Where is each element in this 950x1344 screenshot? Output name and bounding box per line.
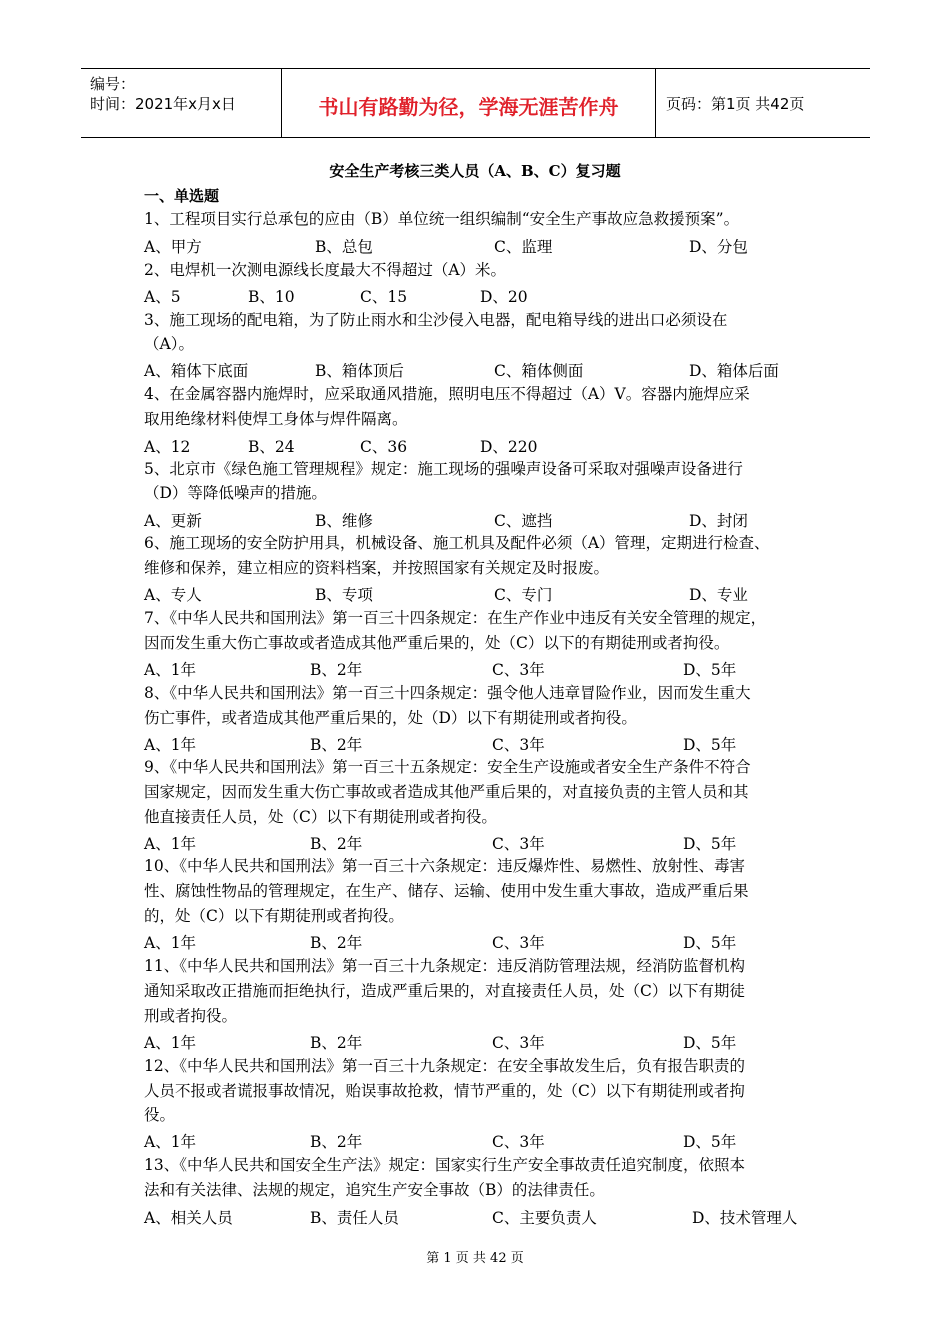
question-text-line: 9、《中华人民共和国刑法》第一百三十五条规定：安全生产设施或者安全生产条件不符合 [144, 758, 751, 776]
answer-option: A、专人 [144, 586, 202, 604]
question-text-line: 因而发生重大伤亡事故或者造成其他严重后果的，处（C）以下的有期徒刑或者拘役。 [144, 634, 730, 652]
answer-option: C、3年 [492, 835, 545, 853]
answer-option: C、3年 [492, 1133, 545, 1151]
question-text-line: 12、《中华人民共和国刑法》第一百三十九条规定：在安全事故发生后，负有报告职责的 [144, 1057, 745, 1075]
answer-option: A、1年 [144, 661, 197, 679]
question-text-line: 4、在金属容器内施焊时，应采取通风措施，照明电压不得超过（A）V。容器内施焊应采 [144, 385, 750, 403]
answer-option: C、3年 [492, 736, 545, 754]
answer-option: A、更新 [144, 512, 202, 530]
motto: 书山有路勤为径，学海无涯苦作舟 [318, 95, 619, 119]
question-text-line: 6、施工现场的安全防护用具，机械设备、施工机具及配件必须（A）管理，定期进行检查、 [144, 534, 770, 552]
page-header [81, 68, 870, 138]
answer-option: B、10 [248, 288, 295, 306]
answer-option: B、维修 [315, 512, 373, 530]
section-title: 一、单选题 [144, 187, 220, 205]
page-info: 页码：第1页 共42页 [666, 95, 805, 113]
answer-option: B、2年 [310, 835, 363, 853]
question-text-line: （A）。 [144, 335, 194, 353]
number-label: 编号： [90, 75, 136, 93]
answer-option: B、箱体顶后 [315, 362, 404, 380]
question-text-line: 役。 [144, 1106, 176, 1124]
answer-option: B、2年 [310, 1133, 363, 1151]
answer-option: A、甲方 [144, 238, 202, 256]
answer-option: C、箱体侧面 [494, 362, 584, 380]
answer-option: B、责任人员 [310, 1209, 399, 1227]
answer-option: D、技术管理人 [692, 1209, 798, 1227]
answer-option: D、5年 [683, 661, 737, 679]
answer-option: B、24 [248, 438, 295, 456]
answer-option: D、5年 [683, 934, 737, 952]
answer-option: D、箱体后面 [689, 362, 779, 380]
time-label: 时间：2021年x月x日 [90, 95, 236, 113]
question-text-line: 人员不报或者谎报事故情况，贻误事故抢救，情节严重的，处（C）以下有期徒刑或者拘 [144, 1082, 745, 1100]
answer-option: C、3年 [492, 1034, 545, 1052]
answer-option: C、3年 [492, 661, 545, 679]
answer-option: B、专项 [315, 586, 373, 604]
question-text-line: 11、《中华人民共和国刑法》第一百三十九条规定：违反消防管理法规，经消防监督机构 [144, 957, 745, 975]
header-info-cell [81, 69, 282, 137]
answer-option: A、1年 [144, 1133, 197, 1151]
question-text-line: 取用绝缘材料使焊工身体与焊件隔离。 [144, 410, 408, 428]
question-text-line: 维修和保养，建立相应的资料档案，并按照国家有关规定及时报废。 [144, 559, 610, 577]
question-text-line: 10、《中华人民共和国刑法》第一百三十六条规定：违反爆炸性、易燃性、放射性、毒害 [144, 857, 745, 875]
page-footer: 第 1 页 共 42 页 [426, 1251, 524, 1266]
answer-option: C、3年 [492, 934, 545, 952]
answer-option: C、主要负责人 [492, 1209, 597, 1227]
question-text-line: 的，处（C）以下有期徒刑或者拘役。 [144, 907, 404, 925]
answer-option: C、专门 [494, 586, 553, 604]
answer-option: D、分包 [689, 238, 748, 256]
answer-option: C、15 [360, 288, 408, 306]
question-text-line: （D）等降低噪声的措施。 [144, 484, 327, 502]
answer-option: D、5年 [683, 1034, 737, 1052]
document-title: 安全生产考核三类人员（A、B、C）复习题 [329, 162, 621, 180]
answer-option: A、箱体下底面 [144, 362, 249, 380]
answer-option: B、2年 [310, 661, 363, 679]
header-motto-cell [282, 69, 656, 137]
answer-option: A、5 [144, 288, 181, 306]
header-page-cell [656, 69, 870, 137]
answer-option: A、1年 [144, 934, 197, 952]
question-text-line: 3、施工现场的配电箱，为了防止雨水和尘沙侵入电器，配电箱导线的进出口必须设在 [144, 311, 728, 329]
answer-option: D、5年 [683, 1133, 737, 1151]
answer-option: B、2年 [310, 934, 363, 952]
answer-option: D、220 [480, 438, 538, 456]
answer-option: B、2年 [310, 1034, 363, 1052]
answer-option: C、36 [360, 438, 408, 456]
question-text-line: 13、《中华人民共和国安全生产法》规定：国家实行生产安全事故责任追究制度，依照本 [144, 1156, 745, 1174]
question-text-line: 7、《中华人民共和国刑法》第一百三十四条规定：在生产作业中违反有关安全管理的规定， [144, 609, 767, 627]
answer-option: D、封闭 [689, 512, 748, 530]
answer-option: A、1年 [144, 835, 197, 853]
answer-option: B、2年 [310, 736, 363, 754]
answer-option: C、监理 [494, 238, 553, 256]
question-text-line: 通知采取改正措施而拒绝执行，造成严重后果的，对直接责任人员，处（C）以下有期徒 [144, 982, 745, 1000]
answer-option: A、1年 [144, 1034, 197, 1052]
question-text-line: 法和有关法律、法规的规定，追究生产安全事故（B）的法律责任。 [144, 1181, 605, 1199]
answer-option: D、专业 [689, 586, 748, 604]
question-text-line: 他直接责任人员，处（C）以下有期徒刑或者拘役。 [144, 808, 497, 826]
answer-option: D、5年 [683, 835, 737, 853]
answer-option: A、12 [144, 438, 191, 456]
answer-option: C、遮挡 [494, 512, 553, 530]
question-text-line: 2、电焊机一次测电源线长度最大不得超过（A）米。 [144, 261, 507, 279]
answer-option: D、5年 [683, 736, 737, 754]
answer-option: D、20 [480, 288, 528, 306]
question-text-line: 性、腐蚀性物品的管理规定，在生产、储存、运输、使用中发生重大事故，造成严重后果 [144, 882, 749, 900]
question-text-line: 伤亡事件，或者造成其他严重后果的，处（D）以下有期徒刑或者拘役。 [144, 709, 637, 727]
question-text-line: 1、工程项目实行总承包的应由（B）单位统一组织编制“安全生产事故应急救援预案”。 [144, 210, 740, 228]
question-text-line: 8、《中华人民共和国刑法》第一百三十四条规定：强令他人违章冒险作业，因而发生重大 [144, 684, 751, 702]
question-text-line: 国家规定，因而发生重大伤亡事故或者造成其他严重后果的，对直接负责的主管人员和其 [144, 783, 749, 801]
question-text-line: 刑或者拘役。 [144, 1007, 238, 1025]
question-text-line: 5、北京市《绿色施工管理规程》规定：施工现场的强噪声设备可采取对强噪声设备进行 [144, 460, 743, 478]
answer-option: A、相关人员 [144, 1209, 233, 1227]
answer-option: B、总包 [315, 238, 373, 256]
answer-option: A、1年 [144, 736, 197, 754]
